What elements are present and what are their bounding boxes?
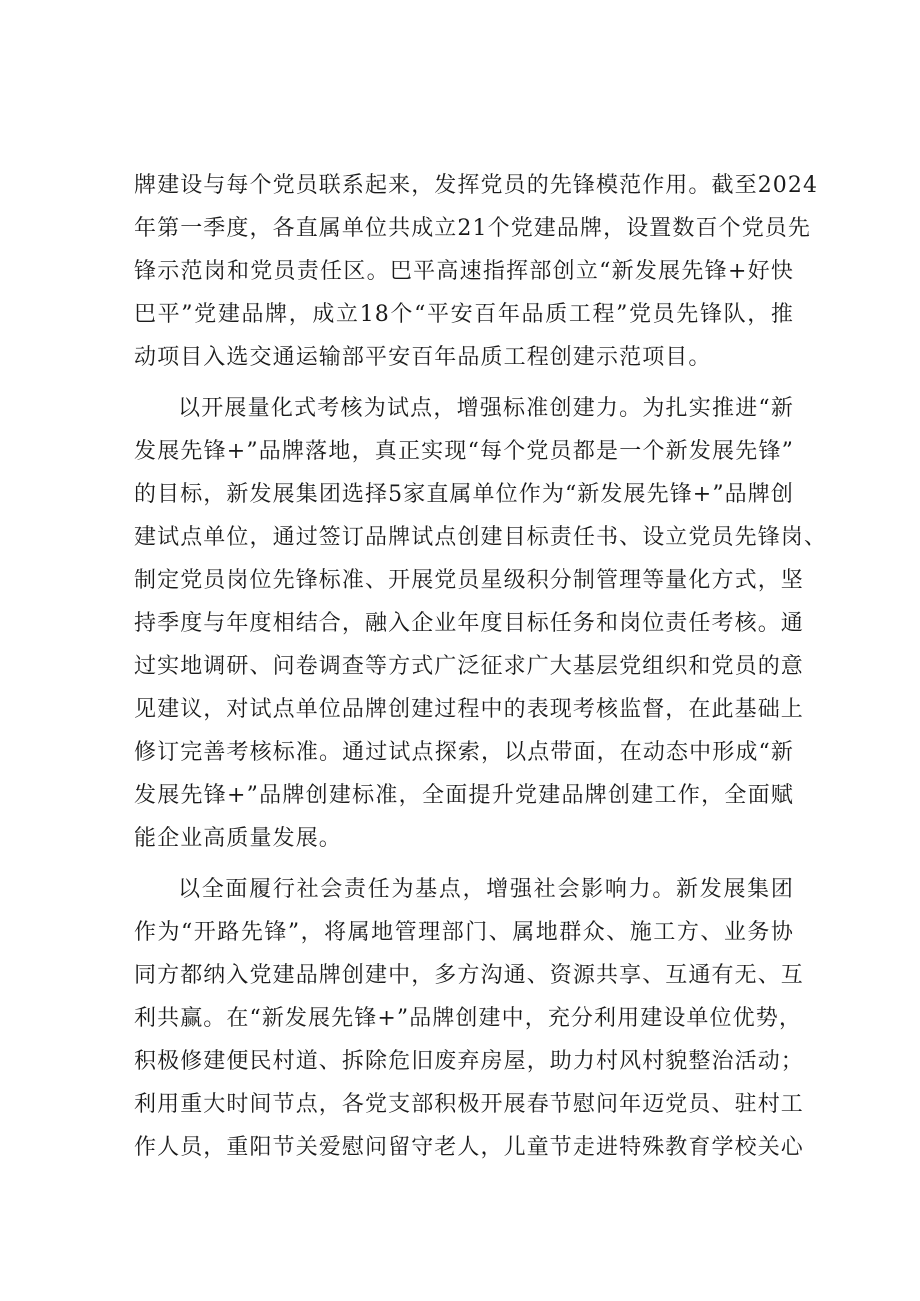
- paragraph-line: 建试点单位，通过签订品牌试点创建目标责任书、设立党员先锋岗、: [134, 525, 828, 550]
- paragraph-2: [134, 387, 828, 860]
- paragraph-line: 锋示范岗和党员责任区。巴平高速指挥部创立“新发展先锋+好快: [134, 259, 794, 284]
- paragraph-3: [134, 868, 804, 1169]
- paragraph-line: 作人员，重阳节关爱慰问留守老人，儿童节走进特殊教育学校关心: [134, 1135, 804, 1160]
- paragraph-line: 牌建设与每个党员联系起来，发挥党员的先锋模范作用。截至2024: [134, 173, 819, 198]
- paragraph-line: 利共赢。在“新发展先锋+”品牌创建中，充分利用建设单位优势，: [134, 1006, 802, 1031]
- paragraph-line: 巴平”党建品牌，成立18个“平安百年品质工程”党员先锋队，推: [134, 302, 794, 327]
- paragraph-gap: [134, 379, 794, 387]
- paragraph-line: 能企业高质量发展。: [134, 826, 342, 851]
- paragraph-line: 动项目入选交通运输部平安百年品质工程创建示范项目。: [134, 345, 712, 370]
- paragraph-line: 以全面履行社会责任为基点，增强社会影响力。新发展集团: [178, 877, 794, 902]
- paragraph-1: [134, 164, 819, 379]
- paragraph-line: 积极修建便民村道、拆除危旧废弃房屋，助力村风村貌整治活动；: [134, 1049, 804, 1074]
- paragraph-line: 过实地调研、问卷调查等方式广泛征求广大基层党组织和党员的意: [134, 654, 804, 679]
- paragraph-line: 以开展量化式考核为试点，增强标准创建力。为扎实推进“新: [178, 396, 794, 421]
- paragraph-line: 修订完善考核标准。通过试点探索，以点带面，在动态中形成“新: [134, 740, 794, 765]
- paragraph-line: 持季度与年度相结合，融入企业年度目标任务和岗位责任考核。通: [134, 611, 804, 636]
- paragraph-line: 利用重大时间节点，各党支部积极开展春节慰问年迈党员、驻村工: [134, 1092, 804, 1117]
- paragraph-line: 发展先锋+”品牌创建标准，全面提升党建品牌创建工作，全面赋: [134, 783, 794, 808]
- paragraph-line: 制定党员岗位先锋标准、开展党员星级积分制管理等量化方式，坚: [134, 568, 804, 593]
- document-body: [134, 164, 828, 1169]
- paragraph-line: 同方都纳入党建品牌创建中，多方沟通、资源共享、互通有无、互: [134, 963, 804, 988]
- paragraph-line: 发展先锋+”品牌落地，真正实现“每个党员都是一个新发展先锋”: [134, 439, 794, 464]
- paragraph-line: 年第一季度，各直属单位共成立21个党建品牌，设置数百个党员先: [134, 216, 811, 241]
- paragraph-gap: [134, 860, 794, 868]
- paragraph-line: 的目标，新发展集团选择5家直属单位作为“新发展先锋+”品牌创: [134, 482, 794, 507]
- paragraph-line: 作为“开路先锋”，将属地管理部门、属地群众、施工方、业务协: [134, 920, 794, 945]
- paragraph-line: 见建议，对试点单位品牌创建过程中的表现考核监督，在此基础上: [134, 697, 804, 722]
